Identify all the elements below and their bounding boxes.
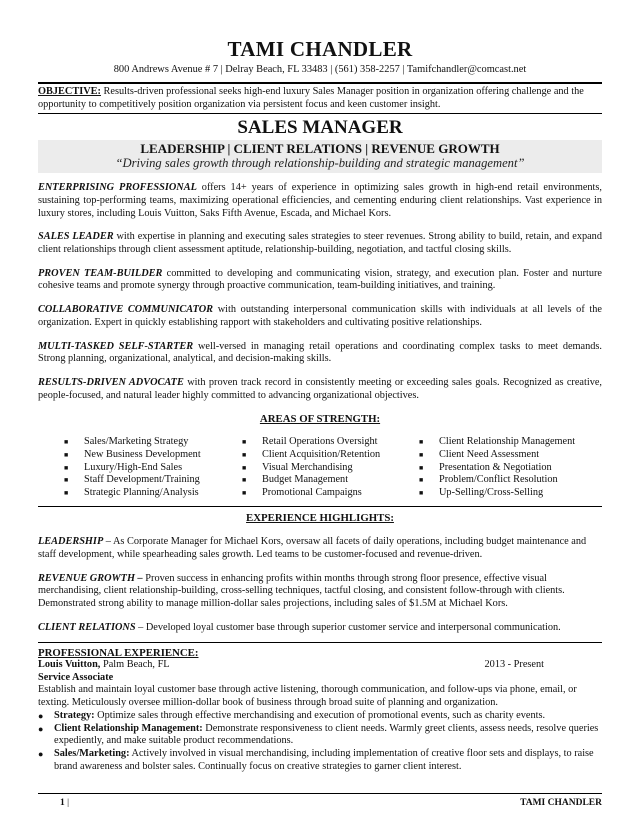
highlight-paragraph — [38, 573, 602, 611]
job-company: Louis Vuitton, — [38, 659, 101, 671]
job-title: Service Associate — [38, 671, 114, 683]
highlight-lead: REVENUE GROWTH – — [38, 572, 143, 584]
list-item: ■ New Business Development — [64, 448, 201, 460]
list-item: ■ Client Acquisition/Retention — [242, 448, 381, 460]
strengths-divider — [38, 506, 602, 507]
highlight-text: Proven success in enhancing profits within months through strong floor presence, effective visual merchandising, client relationship-building, cross-selling techniques, tactful closing, and consistent follow-through with clients. Demonstrated strong ability to manage million-dollar sales projections, including sales of $1.5M at Michael Kors. — [38, 572, 565, 610]
summary-lead: SALES LEADER — [38, 231, 114, 243]
page-number: 1 | — [60, 798, 70, 808]
list-item: ■ Strategic Planning/Analysis — [64, 486, 199, 498]
bullet-icon: ● — [38, 723, 44, 734]
footer-separator: | — [67, 798, 70, 808]
strengths-column-1 — [64, 436, 242, 499]
square-bullet-icon: ■ — [242, 438, 247, 447]
list-item: ■ Retail Operations Oversight — [242, 436, 378, 448]
highlight-text: – As Corporate Manager for Michael Kors, oversaw all facets of daily operations, including budget maintenance and staff development, while spearheading sales growth. Led teams to be customer-focused and revenue-driven. — [38, 536, 587, 560]
square-bullet-icon: ■ — [64, 438, 69, 447]
job-bullets — [38, 710, 602, 774]
strengths-heading: AREAS OF STRENGTH: — [259, 413, 381, 426]
summary-paragraph — [38, 377, 602, 402]
job-employer — [38, 659, 170, 672]
list-item: ● Strategy: Optimize sales through effective merchandising and execution of promotional events, such as charity events. — [38, 709, 546, 721]
footer-name: TAMI CHANDLER — [520, 798, 602, 808]
header-divider — [38, 82, 602, 84]
list-item: ■ Up-Selling/Cross-Selling — [419, 486, 544, 498]
list-item: ■ Promotional Campaigns — [242, 486, 362, 498]
headline-subtitle: LEADERSHIP | CLIENT RELATIONS | REVENUE GROWTH — [140, 141, 500, 157]
summary-text: with expertise in planning and executing sales strategies to steer revenues. Strong ability to build, retain, and expand client relationships through client assessment aptitude, relationship-building, negotiation, and tactful closing skills. — [38, 231, 602, 255]
objective — [38, 86, 602, 111]
highlight-lead: LEADERSHIP — [38, 536, 104, 548]
list-item: ■ Budget Management — [242, 474, 349, 486]
strengths-list — [38, 436, 602, 499]
list-item: ■ Luxury/High-End Sales — [64, 461, 183, 473]
summary-paragraph — [38, 268, 602, 293]
square-bullet-icon: ■ — [242, 450, 247, 459]
square-bullet-icon: ■ — [64, 476, 69, 485]
job-description: Establish and maintain loyal customer base through active listening, thorough communication, and follow-ups via phone, email, or texting. Meticulously oversee million-dollar book of business through broad suite of planning and organization. — [38, 684, 577, 709]
list-item: ■ Client Relationship Management — [419, 436, 576, 448]
list-item: ■ Visual Merchandising — [242, 461, 353, 473]
square-bullet-icon: ■ — [419, 488, 424, 497]
list-item: ■ Sales/Marketing Strategy — [64, 436, 189, 448]
list-item: ■ Presentation & Negotiation — [419, 461, 552, 473]
list-item: ■ Staff Development/Training — [64, 474, 200, 486]
summary-paragraph — [38, 182, 602, 220]
objective-label: OBJECTIVE: — [38, 86, 101, 97]
bullet-icon: ● — [38, 748, 44, 759]
highlight-paragraph — [38, 622, 602, 635]
experience-divider — [38, 642, 602, 643]
highlight-paragraph — [38, 536, 602, 561]
square-bullet-icon: ■ — [242, 488, 247, 497]
square-bullet-icon: ■ — [419, 438, 424, 447]
summary-text: with outstanding interpersonal communication skills with individuals at all levels of the organization. Expert in quickly establishing rapport with stakeholders and cultivating positive relationships. — [38, 304, 603, 328]
summary-text: committed to developing and communicating vision, strategy, and execution plan. Foster and nurture cohesive teams and promote synergy through proactive communication, team-building initiatives, and training. — [38, 267, 602, 292]
square-bullet-icon: ■ — [419, 450, 424, 459]
page-footer — [38, 793, 602, 809]
list-item: ● Client Relationship Management: Demonstrate responsiveness to client needs. Warmly greet clients, assess needs, resolve queries expediently, and make suitable product recommendations. — [38, 722, 599, 747]
highlights-heading: EXPERIENCE HIGHLIGHTS: — [246, 512, 394, 525]
summary-text: well-versed in managing retail operations and coordinating complex tasks to meet demands. Strong planning, organizational, analytical, and decision-making skills. — [38, 340, 603, 365]
summary-lead: ENTERPRISING PROFESSIONAL — [38, 182, 197, 194]
list-item: ■ Client Need Assessment — [419, 448, 540, 460]
summary-text: offers 14+ years of experience in optimizing sales growth in high-end retail environments, sustaining top-performing teams, maximizing operational efficiencies, and cementing enduring client relationships. Vast experience in luxury stores, including Louis Vuitton, Saks Fifth Avenue, Escada, and Michael Kors. — [38, 182, 603, 219]
summary-paragraph — [38, 231, 602, 256]
summary-lead: COLLABORATIVE COMMUNICATOR — [38, 304, 214, 316]
list-item: ● Sales/Marketing: Actively involved in visual merchandising, including implementation of creative floor sets and displays, to raise brand awareness and bolster sales. Continually focus on creative strategies to garner client interest. — [38, 747, 594, 772]
summary-text: with proven track record in consistently meeting or exceeding sales goals. Recognized as creative, people-focused, and natural leader highly committed to advancing organizational objectives. — [38, 376, 602, 401]
job-header — [38, 659, 602, 672]
highlight-text: – Developed loyal customer base through superior customer service and interpersonal communication. — [135, 621, 561, 633]
strengths-column-3 — [419, 436, 599, 499]
square-bullet-icon: ■ — [64, 488, 69, 497]
square-bullet-icon: ■ — [242, 463, 247, 472]
objective-divider — [38, 113, 602, 114]
bullet-icon: ● — [38, 710, 44, 721]
square-bullet-icon: ■ — [242, 476, 247, 485]
professional-heading: PROFESSIONAL EXPERIENCE: — [38, 646, 199, 659]
summary-lead: MULTI-TASKED SELF-STARTER — [38, 340, 194, 352]
headline-band — [38, 140, 602, 173]
contact-line: 800 Andrews Avenue # 7 | Delray Beach, FL 33483 | (561) 358-2257 | Tamifchandler@comcast.net — [113, 64, 527, 75]
summary-paragraph — [38, 341, 602, 366]
job-location: Palm Beach, FL — [100, 659, 170, 671]
summary-lead: RESULTS-DRIVEN ADVOCATE — [38, 376, 184, 388]
headline-title: SALES MANAGER — [237, 117, 403, 139]
highlight-lead: CLIENT RELATIONS — [38, 621, 136, 633]
square-bullet-icon: ■ — [419, 463, 424, 472]
objective-text: Results-driven professional seeks high-end luxury Sales Manager position in organization offering challenge and the opportunity to competitively position organization via persistent focus and keen customer insight. — [38, 86, 584, 110]
square-bullet-icon: ■ — [64, 463, 69, 472]
summary-lead: PROVEN TEAM-BUILDER — [38, 267, 163, 279]
strengths-column-2 — [242, 436, 419, 499]
square-bullet-icon: ■ — [419, 476, 424, 485]
job-dates: 2013 - Present — [484, 659, 544, 671]
headline-tagline: “Driving sales growth through relationship-building and strategic management” — [115, 156, 525, 171]
square-bullet-icon: ■ — [64, 450, 69, 459]
list-item: ■ Problem/Conflict Resolution — [419, 474, 558, 486]
summary-paragraph — [38, 304, 602, 329]
candidate-name: TAMI CHANDLER — [227, 37, 413, 61]
